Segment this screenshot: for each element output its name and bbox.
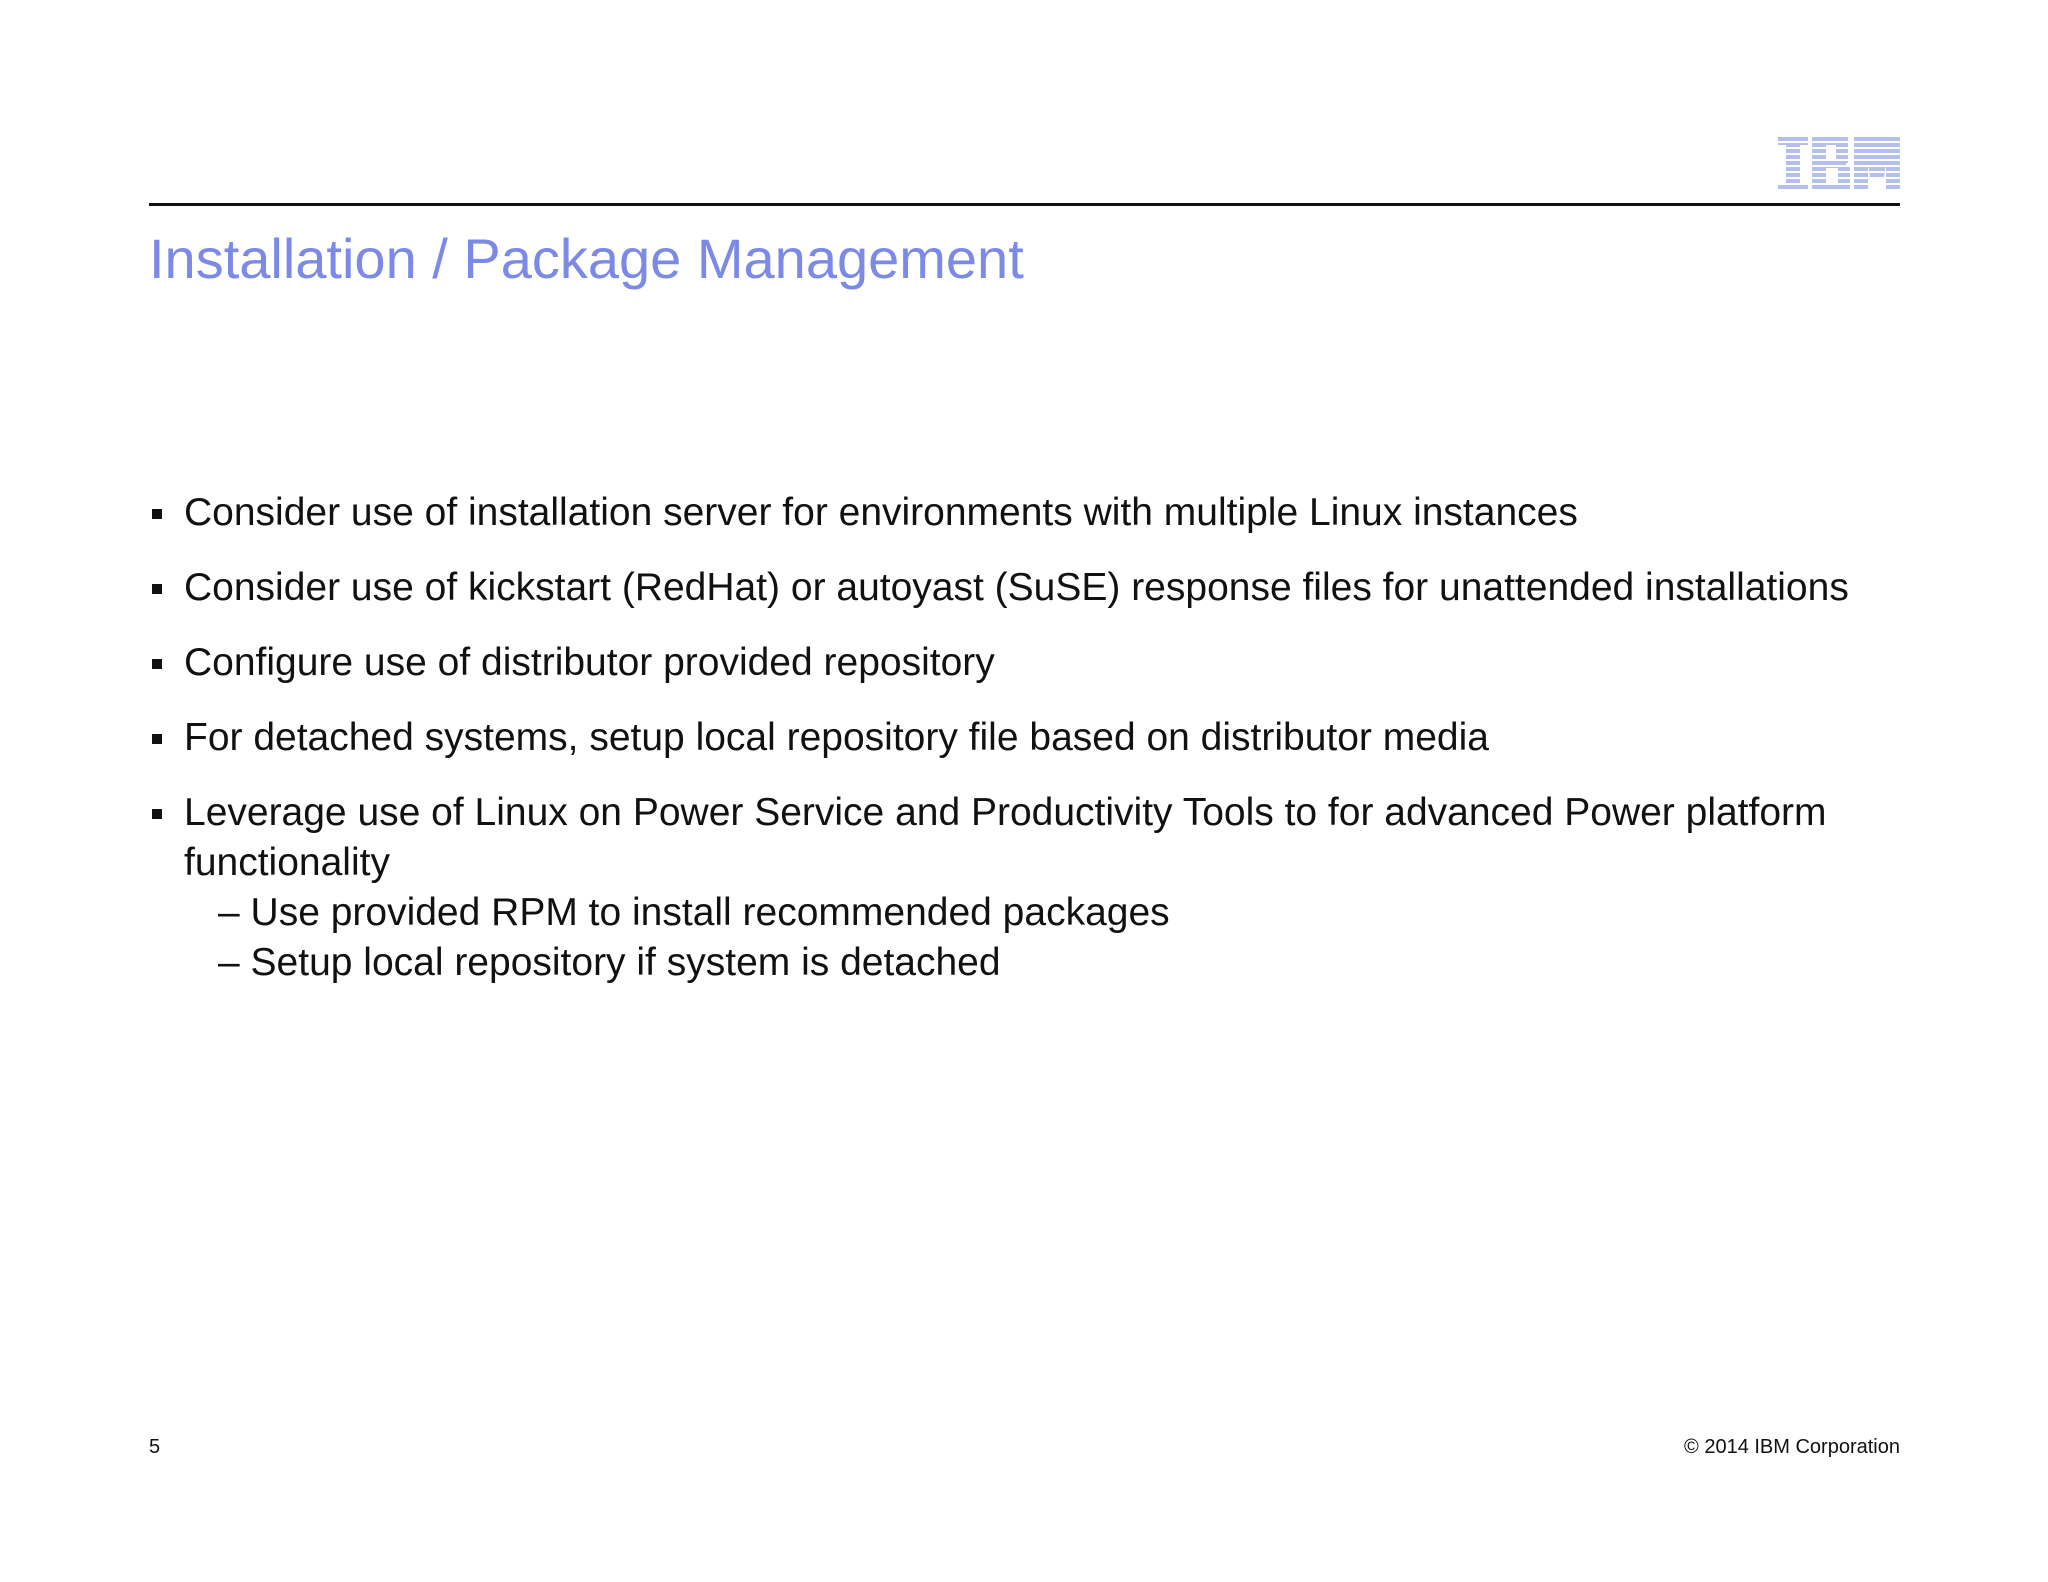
bullet-item: [149, 563, 1849, 613]
sub-bullet-item: – Use provided RPM to install recommended packages: [218, 891, 1170, 934]
square-bullet-icon: [152, 734, 162, 744]
bullet-item: [149, 788, 1849, 988]
page-number: 5: [149, 1436, 161, 1458]
bullet-list: [149, 488, 1849, 1013]
bullet-text: For detached systems, setup local repository file based on distributor media: [184, 716, 1489, 759]
copyright-notice: © 2014 IBM Corporation: [1684, 1436, 1900, 1458]
sub-bullet-item: – Setup local repository if system is detached: [218, 941, 1001, 984]
slide-title: Installation / Package Management: [149, 227, 1024, 290]
ibm-logo: [1778, 137, 1900, 191]
bullet-text: Leverage use of Linux on Power Service and Productivity Tools to for advanced Power platform functionality: [184, 791, 1827, 884]
bullet-item: [149, 713, 1849, 763]
sub-bullet-list: [184, 888, 1849, 988]
bullet-item: [149, 638, 1849, 688]
bullet-text: Consider use of installation server for environments with multiple Linux instances: [184, 491, 1578, 534]
square-bullet-icon: [152, 659, 162, 669]
square-bullet-icon: [152, 809, 162, 819]
square-bullet-icon: [152, 509, 162, 519]
bullet-text: Consider use of kickstart (RedHat) or autoyast (SuSE) response files for unattended installations: [184, 566, 1849, 609]
square-bullet-icon: [152, 584, 162, 594]
bullet-text: Configure use of distributor provided repository: [184, 641, 995, 684]
header-rule: [149, 203, 1900, 206]
bullet-item: [149, 488, 1849, 538]
